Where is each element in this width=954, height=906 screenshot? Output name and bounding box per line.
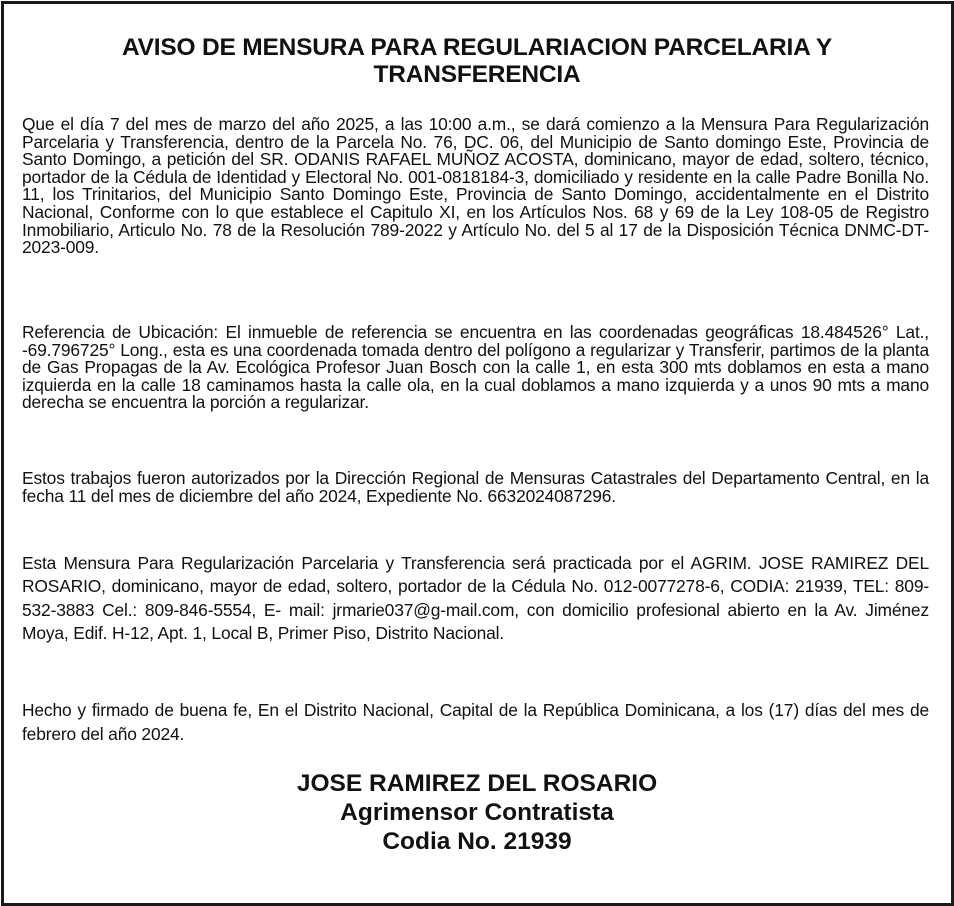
signature-block [22, 769, 932, 856]
signature-name: JOSE RAMIREZ DEL ROSARIO [296, 770, 658, 797]
paragraph-location-reference: Referencia de Ubicación: El inmueble de referencia se encuentra en las coordenadas geográficas 18.484526° Lat., -69.796725° Long., esta es una coordenada tomada dentro del polígono a regularizar y Transferir, partimos de la planta de Gas Propagas de la Av. Ecológica Profesor Juan Bosch con la calle 1, en esta 300 mts doblamos en esta a mano izquierda en la calle 18 caminamos hasta la calle ola, en la cual doblamos a mano izquierda y a unos 90 mts a mano derecha se encuentra la porción a regularizar. [22, 322, 929, 413]
notice-title: AVISO DE MENSURA PARA REGULARIACION PARCELARIA Y TRANSFERENCIA [121, 34, 833, 88]
notice-box [1, 1, 954, 906]
signature-codia: Codia No. 21939 [382, 828, 572, 855]
paragraph-surveyor-details: Esta Mensura Para Regularización Parcelaria y Transferencia será practicada por el AGRIM. JOSE RAMIREZ DEL ROSARIO, dominicano, mayor de edad, soltero, portador de la Cédula No. 012-0077278-6, CODIA: 21939, TEL: 809-532-3883 Cel.: 809-846-5554, E- mail: jrmarie037@g-mail.com, con domicilio profesional abierto en la Av. Jiménez Moya, Edif. H-12, Apt. 1, Local B, Primer Piso, Distrito Nacional. [22, 553, 929, 643]
signature-role: Agrimensor Contratista [340, 799, 614, 826]
paragraph-mensura-announcement: Que el día 7 del mes de marzo del año 2025, a las 10:00 a.m., se dará comienzo a la Mensura Para Regularización Parcelaria y Transferencia, dentro de la Parcela No. 76, DC. 06, del Municipio de Santo domingo Este, Provincia de Santo Domingo, a petición del SR. ODANIS RAFAEL MUÑOZ ACOSTA, dominicano, mayor de edad, soltero, técnico, portador de la Cédula de Identidad y Electoral No. 001-0818184-3, domiciliado y residente en la calle Padre Bonilla No. 11, los Trinitarios, del Municipio Santo Domingo Este, Provincia de Santo Domingo, accidentalmente en el Distrito Nacional, Conforme con lo que establece el Capitulo XI, en los Artículos Nos. 68 y 69 de la Ley 108-05 de Registro Inmobiliario, Articulo No. 78 de la Resolución 789-2022 y Artículo No. del 5 al 17 de la Disposición Técnica DNMC-DT-2023-009. [22, 114, 929, 258]
paragraph-authorization: Estos trabajos fueron autorizados por la Dirección Regional de Mensuras Catastrales del Departamento Central, en la fecha 11 del mes de diciembre del año 2024, Expediente No. 6632024087296. [22, 468, 929, 506]
paragraph-signed-statement: Hecho y firmado de buena fe, En el Distrito Nacional, Capital de la República Dominicana, a los (17) días del mes de febrero del año 2024. [22, 700, 929, 744]
